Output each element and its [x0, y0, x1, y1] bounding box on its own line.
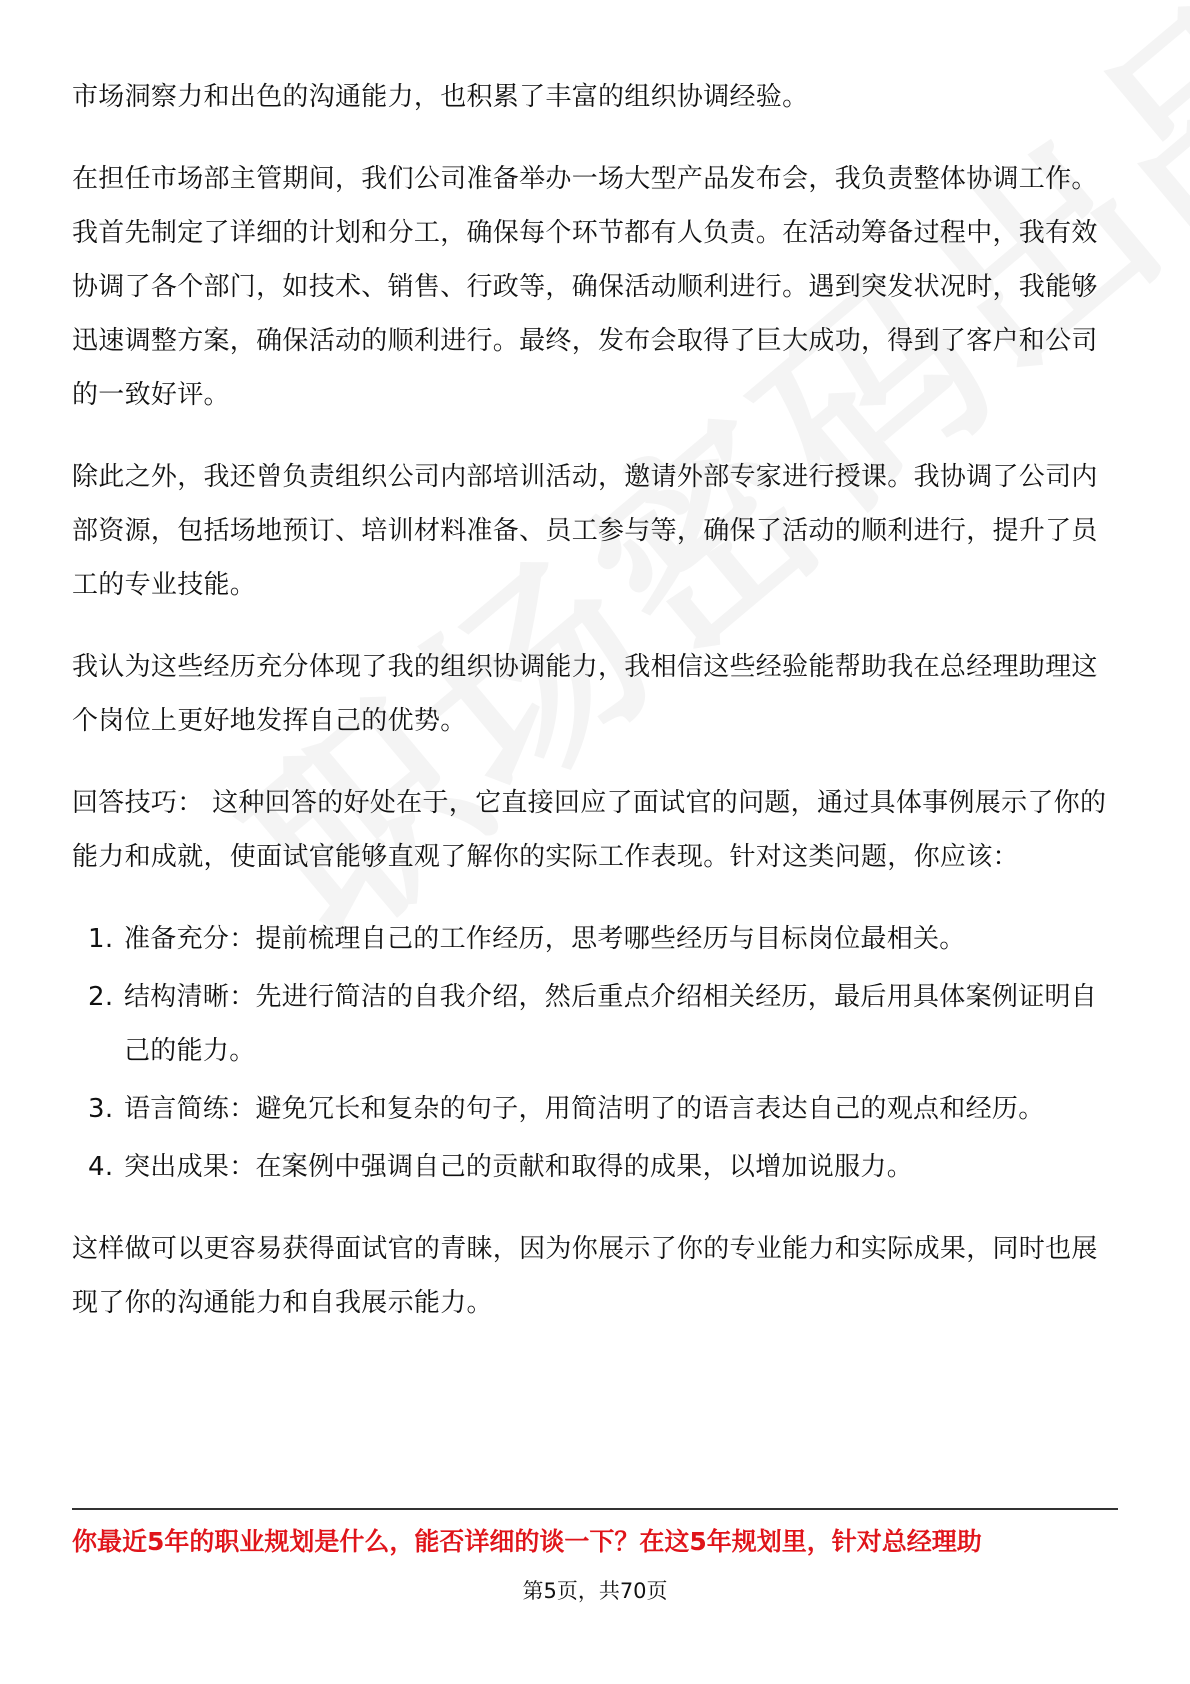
next-question-heading: 你最近5年的职业规划是什么，能否详细的谈一下？在这5年规划里，针对总经理助 [72, 1527, 982, 1556]
paragraph-conclusion: 我认为这些经历充分体现了我的组织协调能力，我相信这些经验能帮助我在总经理助理这个岗位上更好地发挥自己的优势。 [72, 652, 1098, 736]
list-item-text: 结构清晰：先进行简洁的自我介绍，然后重点介绍相关经历，最后用具体案例证明自己的能力。 [124, 982, 1098, 1066]
paragraph-closing: 这样做可以更容易获得面试官的青睐，因为你展示了你的专业能力和实际成果，同时也展现了你的沟通能力和自我展示能力。 [72, 1234, 1098, 1318]
list-item-number: 4. [88, 1152, 114, 1182]
list-item-text: 语言简练：避免冗长和复杂的句子，用简洁明了的语言表达自己的观点和经历。 [124, 1094, 1045, 1124]
list-item-number: 3. [88, 1094, 114, 1124]
paragraph-training: 除此之外，我还曾负责组织公司内部培训活动，邀请外部专家进行授课。我协调了公司内部资源，包括场地预订、培训材料准备、员工参与等，确保了活动的顺利进行，提升了员工的专业技能。 [72, 462, 1098, 600]
list-item-text: 准备充分：提前梳理自己的工作经历，思考哪些经历与目标岗位最相关。 [124, 924, 966, 954]
list-item-text: 突出成果：在案例中强调自己的贡献和取得的成果，以增加说服力。 [124, 1152, 914, 1182]
paragraph-intro-continuation: 市场洞察力和出色的沟通能力，也积累了丰富的组织协调经验。 [72, 82, 809, 112]
answer-body [72, 70, 1122, 1358]
page-number: 第5页，共70页 [522, 1579, 668, 1603]
list-item [72, 1140, 1122, 1194]
paragraph-product-launch: 在担任市场部主管期间，我们公司准备举办一场大型产品发布会，我负责整体协调工作。我首先制定了详细的计划和分工，确保每个环节都有人负责。在活动筹备过程中，我有效协调了各个部门，如技术、销售、行政等，确保活动顺利进行。遇到突发状况时，我能够迅速调整方案，确保活动的顺利进行。最终，发布会取得了巨大成功，得到了客户和公司的一致好评。 [72, 164, 1098, 410]
paragraph-answer-tips: 回答技巧： 这种回答的好处在于，它直接回应了面试官的问题，通过具体事例展示了你的能力和成就，使面试官能够直观了解你的实际工作表现。针对这类问题，你应该： [72, 788, 1107, 872]
list-item [72, 970, 1122, 1078]
list-item-number: 2. [88, 982, 114, 1012]
tips-list [72, 912, 1122, 1194]
list-item [72, 912, 1122, 966]
section-divider [72, 1508, 1118, 1510]
list-item-number: 1. [88, 924, 114, 954]
list-item [72, 1082, 1122, 1136]
